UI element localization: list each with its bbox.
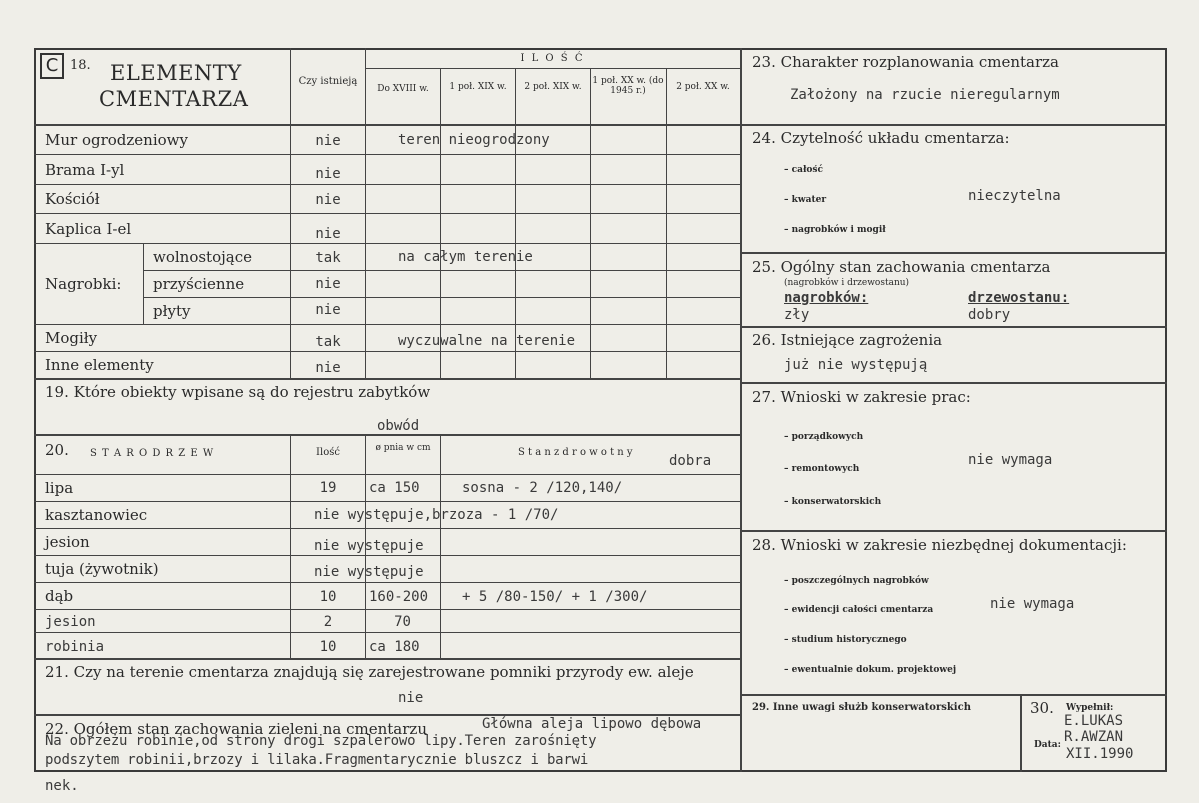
divider [34,582,740,583]
divider [365,68,740,69]
element-label: Kaplica I-el [45,220,132,238]
tree-count-header: Ilość [316,447,340,458]
tree-count: 19 [319,480,337,496]
divider [590,68,591,378]
section-24-answer: nieczytelna [968,188,1061,204]
section-21-label: 21. Czy na terenie cmentarza znajdują się zarejestrowane pomniki przyrody ew. aleje [45,663,694,681]
element-note: wyczuwalne na terenie [398,333,576,349]
section-25-drzewostanu-value: dobry [968,307,1011,323]
element-label: przyścienne [153,275,245,293]
divider [740,124,1167,126]
period-header: 2 poł. XIX w. [524,82,582,92]
divider [740,694,1167,696]
element-exists: nie [315,192,341,208]
element-label: Mur ogrodzeniowy [45,131,188,149]
section-25-drzewostanu-label: drzewostanu: [968,290,1070,306]
tree-health-value: dobra [669,453,712,469]
divider [34,474,740,475]
quantity-header: I L O Ś Ć [520,53,585,64]
section-28-item: – studium historycznego [784,635,907,645]
section-25-sub: (nagrobków i drzewostanu) [784,278,910,288]
section-23-answer: Założony na rzucie nieregularnym [790,87,1060,103]
tree-name: dąb [45,587,74,605]
section-title-line1: ELEMENTY [110,61,242,85]
tree-count: 2 [323,614,333,630]
section-title-line2: CMENTARZA [99,87,249,111]
divider [740,530,1167,532]
tree-diameter-header: ø pnia w cm [375,443,431,453]
element-exists: nie [315,133,341,149]
section-27-item: – konserwatorskich [784,497,882,507]
tree-diameter: 160-200 [369,589,429,605]
section-30-date-label: Data: [1034,740,1061,750]
section-28-item: – ewentualnie dokum. projektowej [784,665,957,675]
section-28-label: 28. Wnioski w zakresie niezbędnej dokumentacji: [752,536,1127,554]
section-24-item: – całość [784,165,823,175]
element-exists: nie [315,226,341,242]
element-label: płyty [153,302,191,320]
nagrobki-label: Nagrobki: [45,275,122,293]
section-30-filled-label: Wypełnił: [1066,703,1114,713]
tree-name: kasztanowiec [45,506,148,524]
divider [515,68,516,378]
section-24-item: – nagrobków i mogił [784,225,886,235]
divider [740,252,1167,254]
tree-count: 10 [319,589,337,605]
tree-diameter: ca 180 [369,639,420,655]
section-29-label: 29. Inne uwagi służb konserwatorskich [752,702,971,713]
period-header: 1 poł. XX w. (do 1945 r.) [592,76,664,96]
tree-diameter: ca 150 [369,480,420,496]
tree-name: robinia [45,639,105,655]
divider [34,378,740,380]
divider [34,124,740,126]
element-label: Brama I-yl [45,161,125,179]
tree-count: nie występuje [314,538,424,554]
section-26-label: 26. Istniejące zagrożenia [752,331,943,349]
element-note: na całym terenie [398,249,533,265]
section-21-answer: nie [398,690,424,706]
period-header: 1 poł. XIX w. [449,82,507,92]
section-23-label: 23. Charakter rozplanowania cmentarza [752,53,1059,71]
section-30-number: 30. [1030,699,1054,717]
tree-name: lipa [45,479,74,497]
tree-name: jesion [45,614,96,630]
divider [143,270,740,271]
divider [34,555,740,556]
tree-diameter: 70 [394,614,411,630]
section-20-number: 20. [45,441,69,459]
section-28-answer: nie wymaga [990,596,1075,612]
section-25-nagrobkow-label: nagrobków: [784,290,869,306]
element-exists: nie [315,302,341,318]
element-exists: nie [315,276,341,292]
tree-notes: sosna - 2 /120,140/ [462,480,623,496]
element-exists: nie [315,166,341,182]
divider [34,501,740,502]
section-25-nagrobkow-value: zły [784,307,810,323]
divider [290,434,291,658]
tree-notes: + 5 /80-150/ + 1 /300/ [462,589,648,605]
divider [34,609,740,610]
tree-count: nie występuje [314,564,424,580]
section-28-item: – poszczególnych nagrobków [784,576,929,586]
divider [34,154,740,155]
divider [440,68,441,378]
period-header: 2 poł. XX w. [676,82,730,92]
divider [34,528,740,529]
element-note: teren nieogrodzony [398,132,550,148]
element-exists: tak [315,250,341,266]
divider [440,434,441,658]
section-30-name1: E.LUKAS [1064,713,1124,729]
tree-name: jesion [45,533,90,551]
section-number: 18. [70,58,91,73]
divider [143,297,740,298]
divider [34,658,740,660]
divider [666,68,667,378]
section-27-item: – remontowych [784,464,860,474]
divider [34,243,740,244]
element-label: Mogiły [45,329,98,347]
divider [34,632,740,633]
section-27-label: 27. Wnioski w zakresie prac: [752,388,971,406]
divider [740,382,1167,384]
period-header: Do XVIII w. [377,84,429,94]
divider [34,213,740,214]
element-exists: nie [315,360,341,376]
element-label: Kościół [45,190,100,208]
section-22-line1: Główna aleja lipowo dębowa [482,716,702,732]
tree-count: 10 [319,639,337,655]
section-30-date: XII.1990 [1066,746,1134,762]
section-20-title: S T A R O D R Z E W [90,448,215,459]
section-22-line4: nek. [45,778,79,794]
section-27-answer: nie wymaga [968,452,1053,468]
element-exists: tak [315,334,341,350]
divider [34,324,740,325]
section-letter-box: C [40,53,64,79]
section-24-item: – kwater [784,195,827,205]
divider [1020,694,1022,772]
divider [34,434,740,436]
tree-count: nie występuje,brzoza - 1 /70/ [314,507,559,523]
section-22-label: 22. Ogółem stan zachowania zieleni na cmentarzu [45,720,427,738]
section-24-label: 24. Czytelność układu cmentarza: [752,129,1010,147]
divider [740,326,1167,328]
section-19-answer: obwód [377,418,420,434]
divider [143,243,144,324]
divider [34,351,740,352]
exists-column-header: Czy istnieją [298,76,358,87]
tree-name: tuja (żywotnik) [45,560,159,578]
section-22-line3: podszytem robinii,brzozy i lilaka.Fragmentarycznie bluszcz i barwi [45,752,589,768]
element-label: Inne elementy [45,356,154,374]
section-28-item: – ewidencji całości cmentarza [784,605,934,615]
section-19-label: 19. Które obiekty wpisane są do rejestru zabytków [45,383,431,401]
section-30-name2: R.AWZAN [1064,729,1124,745]
section-27-item: – porządkowych [784,432,864,442]
divider [740,48,742,772]
section-22-line2: Na obrzeżu robinie,od strony drogi szpalerowo lipy.Teren zarośnięty [45,733,597,749]
section-25-label: 25. Ogólny stan zachowania cmentarza [752,258,1051,276]
section-26-answer: już nie występują [784,357,928,373]
tree-health-header: S t a n z d r o w o t n y [518,447,633,458]
element-label: wolnostojące [153,248,252,266]
divider [34,184,740,185]
